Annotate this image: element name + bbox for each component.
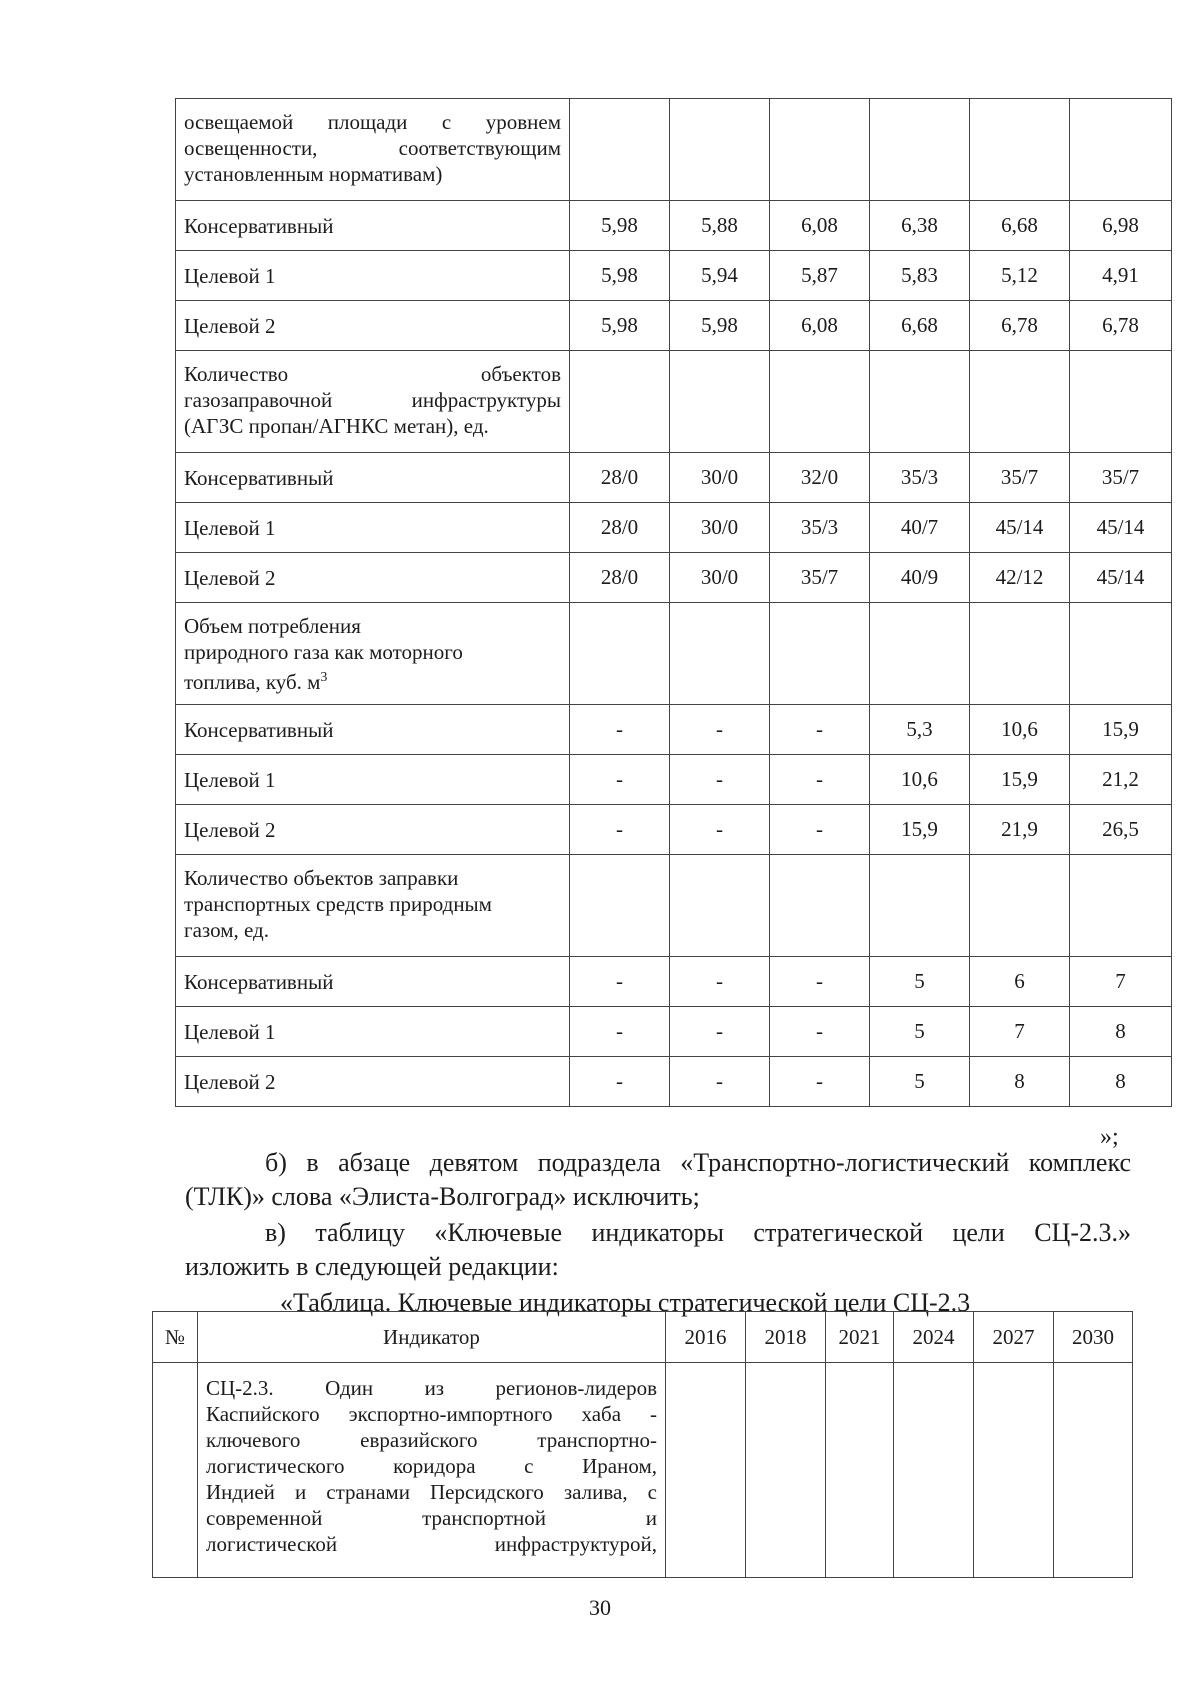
empty-cell xyxy=(894,1363,974,1578)
value-cell: - xyxy=(770,1057,870,1107)
label-line: освещаемой площади с уровнем xyxy=(184,110,561,134)
value-cell: - xyxy=(770,805,870,855)
value-cell: 30/0 xyxy=(670,553,770,603)
value-cell: 5,3 xyxy=(870,705,970,755)
value-cell: 5 xyxy=(870,1007,970,1057)
empty-cell xyxy=(570,351,670,453)
value-cell: 4,91 xyxy=(1070,251,1172,301)
column-header-year: 2024 xyxy=(894,1312,974,1363)
scenario-label: Целевой 1 xyxy=(176,1007,570,1057)
value-cell: - xyxy=(770,705,870,755)
indicator-description xyxy=(198,1363,666,1578)
value-cell: - xyxy=(670,1007,770,1057)
paragraph-b xyxy=(185,1146,1131,1214)
value-cell: 6,78 xyxy=(1070,301,1172,351)
table-row xyxy=(176,301,1172,351)
scenario-label: Консервативный xyxy=(176,201,570,251)
section-label xyxy=(176,855,570,957)
value-cell: 6,78 xyxy=(970,301,1070,351)
empty-cell xyxy=(570,855,670,957)
label-line: газом, ед. xyxy=(184,918,269,942)
label-line: природного газа как моторного xyxy=(184,640,463,664)
value-cell: - xyxy=(570,1057,670,1107)
value-cell: 35/7 xyxy=(1070,453,1172,503)
empty-cell xyxy=(770,351,870,453)
page-number: 30 xyxy=(589,1595,611,1620)
value-cell: 6,68 xyxy=(970,201,1070,251)
value-cell: 32/0 xyxy=(770,453,870,503)
indicator-line: современной транспортной и xyxy=(206,1506,657,1530)
empty-cell xyxy=(870,99,970,201)
value-cell: 10,6 xyxy=(970,705,1070,755)
value-cell: 40/7 xyxy=(870,503,970,553)
label-line: транспортных средств природным xyxy=(184,892,492,916)
value-cell: 5,12 xyxy=(970,251,1070,301)
scenario-label: Целевой 1 xyxy=(176,503,570,553)
empty-cell xyxy=(1070,855,1172,957)
value-cell: 6 xyxy=(970,957,1070,1007)
value-cell: 21,9 xyxy=(970,805,1070,855)
table-section-header xyxy=(176,351,1172,453)
value-cell: 15,9 xyxy=(870,805,970,855)
indicator-line: логистического коридора с Ираном, xyxy=(206,1454,657,1478)
value-cell: 30/0 xyxy=(670,503,770,553)
empty-cell xyxy=(770,99,870,201)
empty-cell xyxy=(870,351,970,453)
value-cell: 45/14 xyxy=(970,503,1070,553)
value-cell: 30/0 xyxy=(670,453,770,503)
scenario-label: Целевой 1 xyxy=(176,755,570,805)
indicators-table xyxy=(175,98,1172,1107)
label-line: установленным нормативам) xyxy=(184,162,443,186)
empty-cell xyxy=(1054,1363,1133,1578)
table-caption: «Таблица. Ключевые индикаторы стратегической цели СЦ-2.3 xyxy=(280,1288,971,1317)
empty-cell xyxy=(670,99,770,201)
value-cell: - xyxy=(670,1057,770,1107)
table-row xyxy=(176,957,1172,1007)
table-row xyxy=(176,453,1172,503)
empty-cell xyxy=(666,1363,746,1578)
value-cell: 40/9 xyxy=(870,553,970,603)
table-row xyxy=(176,1007,1172,1057)
value-cell: - xyxy=(670,755,770,805)
value-cell: 5 xyxy=(870,1057,970,1107)
paragraph-v xyxy=(185,1216,1131,1284)
unit-superscript: 3 xyxy=(320,670,328,685)
label-line: газозаправочной инфраструктуры xyxy=(184,388,561,412)
value-cell: 8 xyxy=(1070,1057,1172,1107)
table-row xyxy=(176,503,1172,553)
value-cell: 6,08 xyxy=(770,301,870,351)
value-cell: - xyxy=(670,805,770,855)
empty-cell xyxy=(770,855,870,957)
label-line: Количество объектов заправки xyxy=(184,866,459,890)
empty-cell xyxy=(746,1363,826,1578)
value-cell: 6,38 xyxy=(870,201,970,251)
scenario-label: Целевой 2 xyxy=(176,1057,570,1107)
empty-cell xyxy=(870,855,970,957)
value-cell: 42/12 xyxy=(970,553,1070,603)
indicator-line: логистической инфраструктурой, xyxy=(206,1532,657,1556)
value-cell: 5,98 xyxy=(570,201,670,251)
table-section-header xyxy=(176,603,1172,705)
value-cell: 6,08 xyxy=(770,201,870,251)
value-cell: 28/0 xyxy=(570,553,670,603)
value-cell: 35/3 xyxy=(770,503,870,553)
value-cell: 35/7 xyxy=(770,553,870,603)
value-cell: 5,98 xyxy=(570,251,670,301)
value-cell: 28/0 xyxy=(570,503,670,553)
scenario-label: Целевой 2 xyxy=(176,301,570,351)
section-label xyxy=(176,351,570,453)
table-row xyxy=(176,705,1172,755)
value-cell: 6,68 xyxy=(870,301,970,351)
table-row xyxy=(176,805,1172,855)
empty-cell xyxy=(870,603,970,705)
value-cell: 45/14 xyxy=(1070,553,1172,603)
indicator-line: Каспийского экспортно-импортного хаба - xyxy=(206,1402,657,1426)
value-cell: 7 xyxy=(970,1007,1070,1057)
table-row xyxy=(176,201,1172,251)
column-header-year: 2030 xyxy=(1054,1312,1133,1363)
value-cell: 7 xyxy=(1070,957,1172,1007)
column-header-year: 2027 xyxy=(974,1312,1054,1363)
scenario-label: Консервативный xyxy=(176,705,570,755)
table-row xyxy=(176,553,1172,603)
table-row xyxy=(153,1363,1133,1578)
value-cell: 5,87 xyxy=(770,251,870,301)
value-cell: - xyxy=(570,1007,670,1057)
indicator-line: Индией и странами Персидского залива, с xyxy=(206,1480,657,1504)
value-cell: 35/7 xyxy=(970,453,1070,503)
label-line-with-unit xyxy=(184,665,561,695)
scenario-label: Целевой 2 xyxy=(176,805,570,855)
value-cell: - xyxy=(570,957,670,1007)
empty-cell xyxy=(970,855,1070,957)
empty-cell xyxy=(974,1363,1054,1578)
paragraph-line: в) таблицу «Ключевые индикаторы стратегической цели СЦ-2.3.» xyxy=(265,1218,1131,1247)
label-line: Количество объектов xyxy=(184,362,561,386)
indicator-line: СЦ-2.3. Один из регионов-лидеров xyxy=(206,1376,657,1400)
label-line: освещенности, соответствующим xyxy=(184,136,561,160)
value-cell: - xyxy=(570,755,670,805)
value-cell: - xyxy=(670,957,770,1007)
value-cell: 6,98 xyxy=(1070,201,1172,251)
column-header-number: № xyxy=(153,1312,198,1363)
table-section-header xyxy=(176,855,1172,957)
table-row xyxy=(176,755,1172,805)
value-cell: 28/0 xyxy=(570,453,670,503)
column-header-year: 2016 xyxy=(666,1312,746,1363)
label-line: (АГЗС пропан/АГНКС метан), ед. xyxy=(184,414,489,438)
column-header-year: 2021 xyxy=(826,1312,894,1363)
value-cell: 21,2 xyxy=(1070,755,1172,805)
paragraph-line: (ТЛК)» слова «Элиста-Волгоград» исключить; xyxy=(185,1182,700,1211)
key-indicators-table xyxy=(152,1311,1133,1578)
column-header-year: 2018 xyxy=(746,1312,826,1363)
label-line: топлива, куб. м xyxy=(184,670,321,694)
paragraph-line: б) в абзаце девятом подраздела «Транспортно-логистический комплекс xyxy=(265,1148,1131,1177)
scenario-label: Консервативный xyxy=(176,453,570,503)
empty-cell xyxy=(826,1363,894,1578)
empty-cell xyxy=(1070,351,1172,453)
value-cell: - xyxy=(770,755,870,805)
label-line: Объем потребления xyxy=(184,614,361,638)
column-header-indicator: Индикатор xyxy=(198,1312,666,1363)
empty-cell xyxy=(970,351,1070,453)
table-row xyxy=(176,251,1172,301)
table-header-row xyxy=(153,1312,1133,1363)
value-cell: - xyxy=(570,705,670,755)
empty-cell xyxy=(970,99,1070,201)
section-label xyxy=(176,99,570,201)
value-cell: - xyxy=(570,805,670,855)
value-cell: 5,88 xyxy=(670,201,770,251)
paragraph-line: изложить в следующей редакции: xyxy=(185,1252,559,1281)
empty-cell xyxy=(970,603,1070,705)
value-cell: 8 xyxy=(1070,1007,1172,1057)
value-cell: 26,5 xyxy=(1070,805,1172,855)
value-cell: 5,83 xyxy=(870,251,970,301)
value-cell: 5 xyxy=(870,957,970,1007)
empty-cell xyxy=(570,99,670,201)
scenario-label: Целевой 1 xyxy=(176,251,570,301)
empty-cell xyxy=(670,855,770,957)
value-cell: - xyxy=(770,1007,870,1057)
value-cell: - xyxy=(770,957,870,1007)
value-cell: 5,94 xyxy=(670,251,770,301)
value-cell: 5,98 xyxy=(570,301,670,351)
value-cell: 10,6 xyxy=(870,755,970,805)
value-cell: - xyxy=(670,705,770,755)
empty-cell xyxy=(770,603,870,705)
empty-cell xyxy=(153,1363,198,1578)
empty-cell xyxy=(670,351,770,453)
value-cell: 15,9 xyxy=(1070,705,1172,755)
table-row xyxy=(176,1057,1172,1107)
section-label xyxy=(176,603,570,705)
value-cell: 15,9 xyxy=(970,755,1070,805)
empty-cell xyxy=(670,603,770,705)
empty-cell xyxy=(1070,603,1172,705)
value-cell: 45/14 xyxy=(1070,503,1172,553)
empty-cell xyxy=(570,603,670,705)
scenario-label: Целевой 2 xyxy=(176,553,570,603)
table-section-header xyxy=(176,99,1172,201)
value-cell: 8 xyxy=(970,1057,1070,1107)
value-cell: 35/3 xyxy=(870,453,970,503)
indicator-line: ключевого евразийского транспортно- xyxy=(206,1428,657,1452)
value-cell: 5,98 xyxy=(670,301,770,351)
empty-cell xyxy=(1070,99,1172,201)
scenario-label: Консервативный xyxy=(176,957,570,1007)
closing-quote: »; xyxy=(1100,1124,1119,1150)
